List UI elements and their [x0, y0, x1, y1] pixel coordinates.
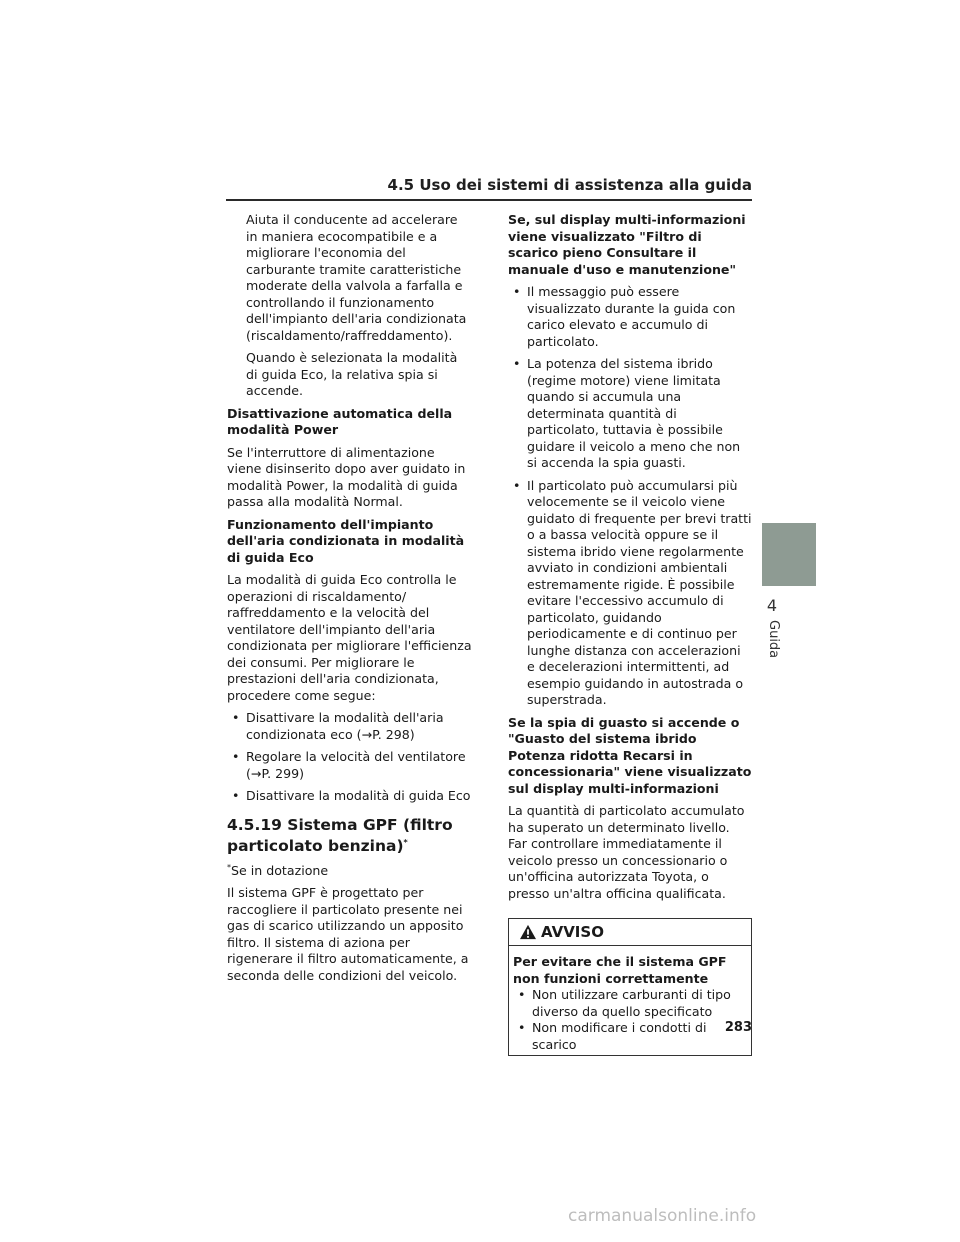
note-text: Se in dotazione: [231, 862, 329, 878]
ac-bullet-2: • Regolare la velocità del ventilatore (→P. 299): [227, 749, 472, 782]
heading-power: Disattivazione automatica della modalità Power: [227, 405, 453, 437]
header-rule: [226, 199, 752, 201]
warning-bullet-2: • Non modificare i condotti di scarico: [513, 1020, 747, 1053]
warning-header: [509, 919, 751, 946]
running-header: 4.5 Uso dei sistemi di assistenza alla guida: [387, 176, 752, 194]
paragraph-power: Se l'interruttore di alimentazione viene disinserito dopo aver guidato in modalità Power, la modalità di guida passa alla modalità Normal.: [227, 444, 466, 509]
page-number: 283: [724, 1020, 752, 1035]
warning-triangle-icon: [519, 924, 537, 940]
warning-body: [509, 946, 751, 1055]
heading-malfunction: Se la spia di guasto si accende o "Guasto del sistema ibrido Potenza ridotta Recarsi in concessionaria" viene visualizzato sul display multi-informazioni: [508, 714, 752, 796]
availability-note: [227, 863, 472, 880]
intro-paragraph-1: Aiuta il conducente ad accelerare in maniera ecocompatibile e a migliorare l'economia del carburante tramite caratteristiche moderate della valvola a farfalla e controllando il funzionamento dell'impianto dell'aria condizionata (riscaldamento/raffreddamento).: [246, 212, 467, 343]
watermark: carmanualsonline.info: [568, 1206, 757, 1226]
section-title-gpf: [227, 815, 472, 857]
intro-paragraph-2: Quando è selezionata la modalità di guida Eco, la relativa spia si accende.: [246, 350, 458, 398]
chapter-label: Guida: [766, 620, 781, 659]
ac-bullet-3: • Disattivare la modalità di guida Eco: [227, 788, 472, 805]
section-title-text: 4.5.19 Sistema GPF (filtro particolato benzina): [227, 815, 453, 855]
ac-bullet-list: [227, 710, 472, 805]
paragraph-malfunction: La quantità di particolato accumulato ha superato un determinato livello. Far controllare immediatamente il veicolo presso un concessionario o un'officina autorizzata Toyota, o presso un'altra officina qualificata.: [508, 803, 745, 901]
warning-label: AVVISO: [541, 922, 604, 941]
filter-bullet-2: • La potenza del sistema ibrido (regime motore) viene limitata quando si accumula una determinata quantità di particolato, tuttavia è possibile guidare il veicolo a meno che non si accenda la spia guasti.: [508, 356, 752, 472]
warning-bullet-1: • Non utilizzare carburanti di tipo diverso da quello specificato: [513, 987, 747, 1020]
filter-bullet-list: [508, 284, 752, 709]
warning-title: Per evitare che il sistema GPF non funzioni correttamente: [513, 954, 727, 986]
heading-ac: Funzionamento dell'impianto dell'aria condizionata in modalità di guida Eco: [227, 516, 465, 565]
paragraph-gpf: Il sistema GPF è progettato per raccogliere il particolato presente nei gas di scarico utilizzando un apposito filtro. Il sistema di aziona per rigenerare il filtro automaticamente, a seconda delle condizioni del veicolo.: [227, 885, 469, 983]
chapter-tab: [762, 523, 816, 586]
warning-box: [508, 918, 752, 1056]
section-title-asterisk: *: [403, 837, 408, 847]
right-column: [508, 212, 752, 1056]
paragraph-ac: La modalità di guida Eco controlla le operazioni di riscaldamento/ raffreddamento e la velocità del ventilatore dell'impianto dell'aria condizionata per migliorare l'efficienza dei consumi. Per migliorare le prestazioni dell'aria condizionata, procedere come segue:: [227, 572, 472, 703]
ac-bullet-1: • Disattivare la modalità dell'aria condizionata eco (→P. 298): [227, 710, 472, 743]
heading-filter-full: Se, sul display multi-informazioni viene visualizzato "Filtro di scarico pieno Consultare il manuale d'uso e manutenzione": [508, 212, 746, 277]
filter-bullet-3: • Il particolato può accumularsi più velocemente se il veicolo viene guidato di frequente per brevi tratti o a bassa velocità oppure se il sistema ibrido viene regolarmente avviato in condizioni ambientali estremamente rigide. È possibile evitare l'eccessivo accumulo di particolato, guidando periodicamente e di continuo per lunghe distanza con accelerazioni e decelerazioni intermittenti, ad esempio guidando in autostrada o superstrada.: [508, 478, 752, 709]
chapter-number: 4: [766, 596, 778, 615]
filter-bullet-1: • Il messaggio può essere visualizzato durante la guida con carico elevato e accumulo di particolato.: [508, 284, 752, 350]
note-asterisk: *: [227, 862, 231, 872]
left-column: [227, 212, 472, 990]
